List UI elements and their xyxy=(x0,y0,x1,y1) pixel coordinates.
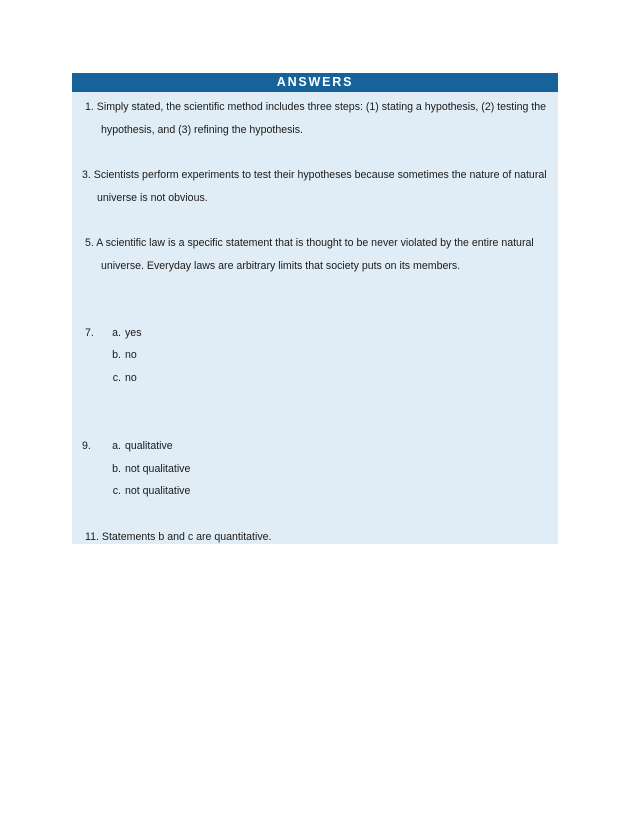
answer-1-line-1: 1. Simply stated, the scientific method includes three steps: (1) stating a hypothesis, (2) testing the xyxy=(85,101,547,113)
answer-7-item-b xyxy=(107,344,137,367)
answer-9-item-c-text: not qualitative xyxy=(125,485,191,497)
answer-7-item-a xyxy=(107,322,142,345)
answer-3-line-2: universe is not obvious. xyxy=(97,191,208,204)
answer-9-item-c-letter: c. xyxy=(112,485,121,497)
answer-1 xyxy=(85,96,546,141)
answer-5-line-1: 5. A scientific law is a specific statement that is thought to be never violated by the entire natural xyxy=(85,237,534,249)
answer-1-line-2: hypothesis, and (3) refining the hypothesis. xyxy=(101,123,303,136)
answer-9-item-a xyxy=(107,435,173,458)
answer-7-item-b-letter: b. xyxy=(112,349,121,361)
answer-9-item-a-text: qualitative xyxy=(125,440,173,452)
answer-5-line-2: universe. Everyday laws are arbitrary limits that society puts on its members. xyxy=(101,259,461,272)
answer-9-item-a-letter: a. xyxy=(112,440,121,452)
answer-5 xyxy=(85,232,534,277)
answer-7-item-a-letter: a. xyxy=(112,327,121,339)
answer-3 xyxy=(82,164,547,209)
answer-7-item-c xyxy=(107,367,137,390)
answer-11-line-1: 11. Statements b and c are quantitative. xyxy=(85,531,272,543)
answer-11 xyxy=(85,526,272,549)
answer-7-item-a-text: yes xyxy=(125,327,142,339)
answer-9-item-c xyxy=(107,480,190,503)
answer-9-item-b-text: not qualitative xyxy=(125,463,191,475)
answer-7-item-c-letter: c. xyxy=(112,372,121,384)
answer-7-item-b-text: no xyxy=(125,349,137,361)
answer-7-number: 7. xyxy=(85,327,94,339)
answer-9-item-b-letter: b. xyxy=(112,463,121,475)
answer-3-line-1: 3. Scientists perform experiments to test their hypotheses because sometimes the nature of natural xyxy=(82,169,547,181)
answer-9-item-b xyxy=(107,458,190,481)
answer-7-item-c-text: no xyxy=(125,372,137,384)
answer-9-number: 9. xyxy=(82,440,91,452)
answers-header: ANSWERS xyxy=(72,73,558,92)
